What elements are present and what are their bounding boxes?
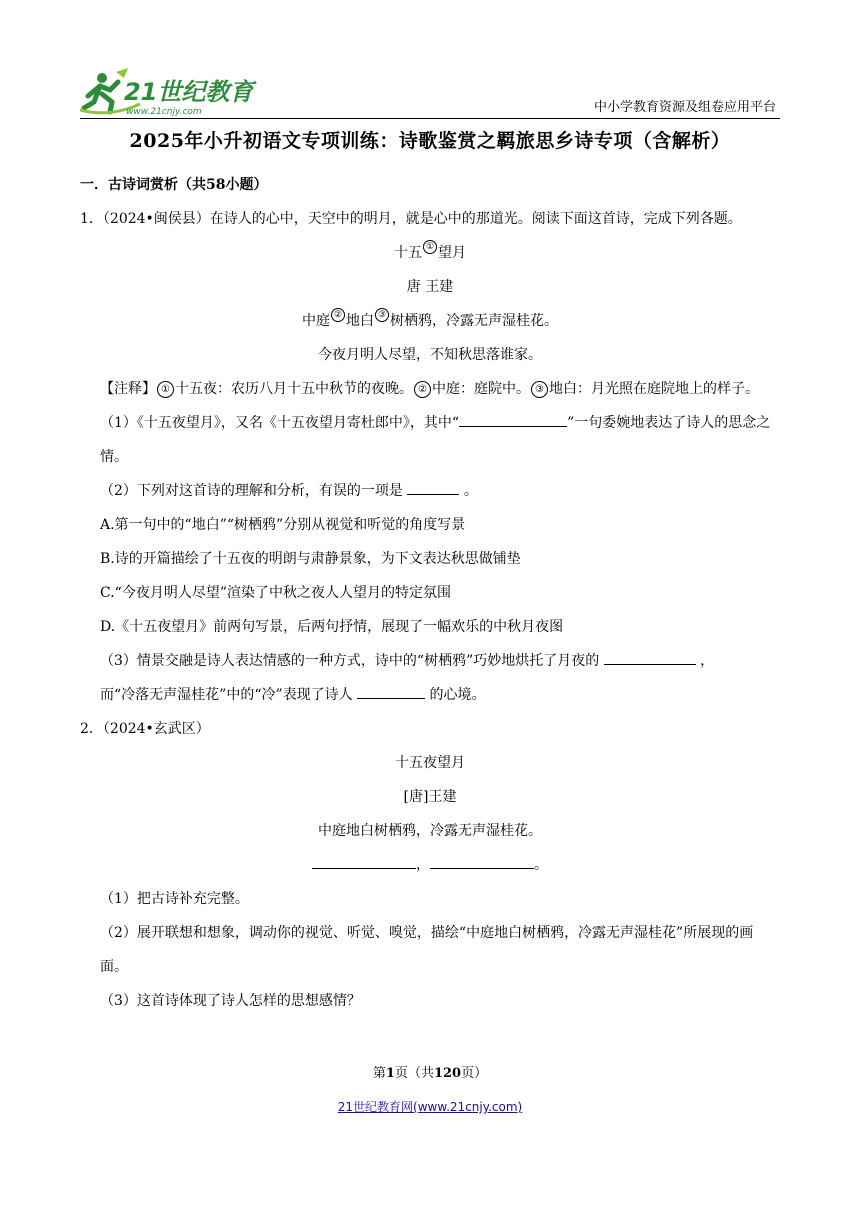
poem-text: 树栖鸦，冷露无声湿桂花。 <box>390 313 558 329</box>
poem-line-2: 今夜月明人尽望，不知秋思落谁家。 <box>318 347 542 363</box>
question-intro: 在诗人的心中，天空中的明月，就是心中的那道光。阅读下面这首诗，完成下列各题。 <box>209 211 742 227</box>
option-d: D.《十五夜望月》前两句写景，后两句抒情，展现了一幅欢乐的中秋月夜图 <box>100 619 564 635</box>
sub-question-2: （2）展开联想和想象，调动你的视觉、听觉、嗅觉，描绘“中庭地白树栖鸦，冷露无声湿桂花”所展现的画面。 <box>100 925 754 975</box>
question-source: （2024•闽侯县） <box>102 211 210 227</box>
footer-text: 第 <box>372 1066 386 1081</box>
answer-blank[interactable] <box>312 850 416 869</box>
document-title: 2025年小升初语文专项训练：诗歌鉴赏之羁旅思乡诗专项（含解析） <box>129 130 731 152</box>
answer-blank[interactable] <box>430 850 534 869</box>
poem-line-blanks <box>80 848 780 882</box>
section-heading: 一．古诗词赏析（共58小题） <box>80 177 268 193</box>
option-c: C.“今夜月明人尽望”渲染了中秋之夜人人望月的特定氛围 <box>100 585 451 601</box>
logo <box>80 66 260 118</box>
poem-text: 地白 <box>346 313 374 329</box>
annotation-text: 十五夜：农历八月十五中秋节的夜晚。 <box>175 381 413 397</box>
question-number: 1． <box>80 211 103 227</box>
footer-text: 页（共 <box>394 1066 434 1081</box>
punctuation: 。 <box>534 857 548 873</box>
question-1-stem <box>80 202 780 236</box>
note-marker: ③ <box>375 308 389 322</box>
logo-url-text: www.21cnjy.com <box>126 107 202 117</box>
poem-title <box>80 236 780 270</box>
sub-question-text: ， <box>700 653 715 669</box>
answer-blank[interactable] <box>459 408 567 427</box>
annotation-text: 地白：月光照在庭院地上的样子。 <box>549 381 759 397</box>
sub-question-2 <box>80 474 780 508</box>
footer-text: 页） <box>461 1066 488 1081</box>
sub-question-text: （1）《十五夜望月》，又名《十五夜望月寄杜郎中》，其中“ <box>100 415 460 431</box>
poem-author: 唐 王建 <box>406 279 454 295</box>
answer-blank[interactable] <box>604 646 696 665</box>
platform-name: 中小学教育资源及组卷应用平台 <box>593 100 776 115</box>
sub-question-1 <box>80 406 780 474</box>
note-marker: ① <box>157 381 174 398</box>
poem-title-text: 十五 <box>394 245 422 261</box>
page-header <box>80 62 780 118</box>
sub-question-text: 。 <box>463 483 478 499</box>
question-source: （2024•玄武区） <box>102 721 210 737</box>
annotation <box>80 372 780 406</box>
note-marker: ② <box>414 381 431 398</box>
sub-question-text: （2）下列对这首诗的理解和分析，有误的一项是 <box>100 483 403 499</box>
note-marker: ③ <box>531 381 548 398</box>
page-total: 120 <box>433 1066 462 1081</box>
answer-blank[interactable] <box>357 680 425 699</box>
annotation-label: 【注释】 <box>100 381 156 397</box>
poem-line-1 <box>80 304 780 338</box>
logo-text: 21世纪教育 <box>124 78 254 106</box>
header-divider <box>80 118 780 119</box>
poem-author: [唐]王建 <box>403 789 457 805</box>
option-a: A.第一句中的“地白”“树栖鸦”分别从视觉和听觉的角度写景 <box>100 517 466 533</box>
runner-logo-icon <box>80 66 260 118</box>
note-marker: ② <box>331 308 345 322</box>
question-number: 2． <box>80 721 103 737</box>
sub-question-3 <box>80 644 780 678</box>
sub-question-text: 而“冷落无声湿桂花”中的“冷”表现了诗人 <box>100 687 353 703</box>
sub-question-text: ”一句委婉地表达了诗人的思念之情。 <box>100 415 771 465</box>
poem-title-text: 望月 <box>438 245 466 261</box>
poem-text: 中庭 <box>302 313 330 329</box>
sub-question-3: （3）这首诗体现了诗人怎样的思想感情？ <box>100 993 361 1009</box>
sub-question-3-cont <box>80 678 780 712</box>
option-b: B.诗的开篇描绘了十五夜的明朗与肃静景象，为下文表达秋思做铺垫 <box>100 551 521 567</box>
annotation-text: 中庭：庭院中。 <box>432 381 530 397</box>
document-body <box>80 168 780 1018</box>
note-marker: ① <box>423 240 437 254</box>
answer-blank[interactable] <box>407 476 459 495</box>
sub-question-1: （1）把古诗补充完整。 <box>100 891 249 907</box>
poem-title: 十五夜望月 <box>395 755 465 771</box>
sub-question-text: 的心境。 <box>429 687 486 703</box>
page-number: 1 <box>385 1066 395 1081</box>
question-2-stem <box>80 712 780 746</box>
sub-question-text: （3）情景交融是诗人表达情感的一种方式，诗中的“树栖鸦”巧妙地烘托了月夜的 <box>100 653 600 669</box>
poem-line-1: 中庭地白树栖鸦，冷露无声湿桂花。 <box>318 823 542 839</box>
punctuation: ， <box>416 857 430 873</box>
page-footer <box>0 1062 860 1081</box>
site-link[interactable]: 21世纪教育网(www.21cnjy.com) <box>337 1100 523 1114</box>
